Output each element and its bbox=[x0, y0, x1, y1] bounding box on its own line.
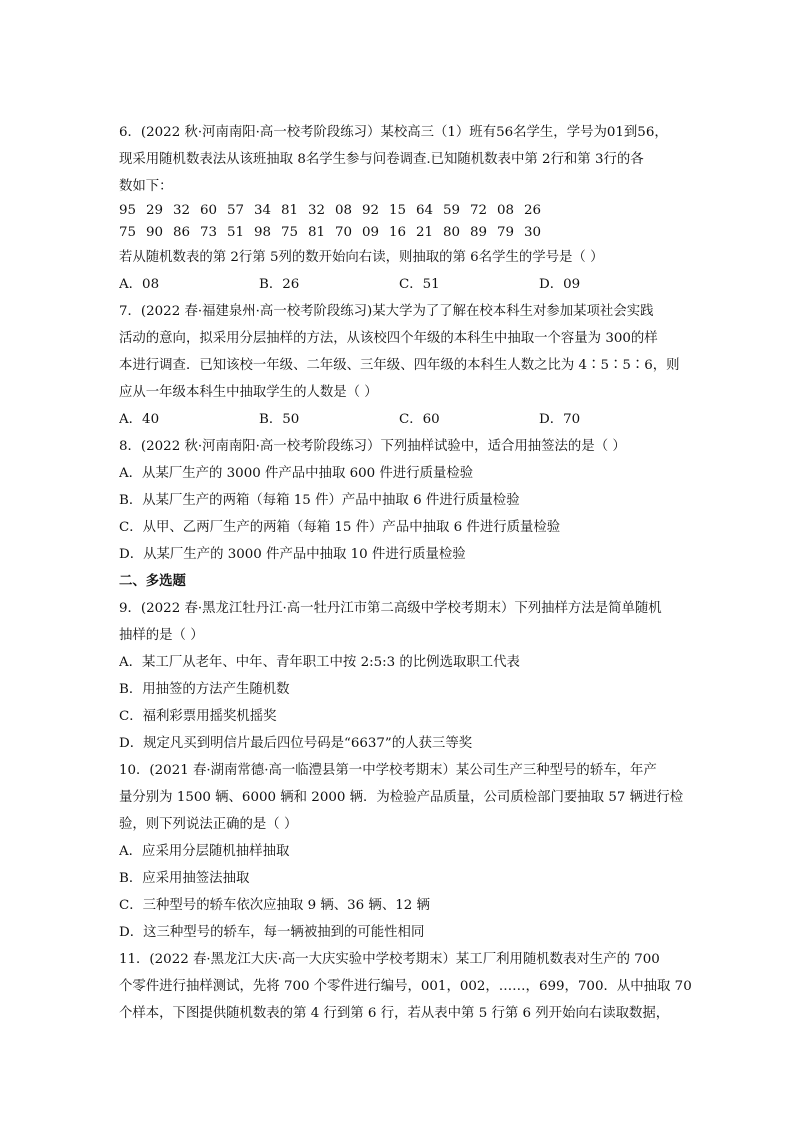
random-number: 32 bbox=[308, 203, 326, 218]
question-9 bbox=[119, 595, 730, 757]
question-11-stem-1: 11．(2022 春·黑龙江大庆·高一大庆实验中学校考期末）某工厂利用随机数表对生产的 700 bbox=[119, 952, 660, 967]
option-b: B．26 bbox=[259, 277, 300, 292]
random-number: 32 bbox=[173, 203, 191, 218]
option-a: A．应采用分层随机抽样抽取 bbox=[119, 844, 290, 859]
option-c: C．从甲、乙两厂生产的两箱（每箱 15 件）产品中抽取 6 件进行质量检验 bbox=[119, 520, 561, 535]
question-10-stem-3: 验，则下列说法正确的是（ ） bbox=[119, 817, 298, 832]
option-d: D．规定凡买到明信片最后四位号码是“6637”的人获三等奖 bbox=[119, 736, 473, 751]
question-11 bbox=[119, 946, 730, 1027]
question-7-options bbox=[119, 406, 730, 433]
random-number: 60 bbox=[200, 203, 218, 218]
option-c: C．51 bbox=[399, 277, 440, 292]
random-number: 29 bbox=[146, 203, 164, 218]
question-8 bbox=[119, 433, 730, 568]
question-6-stem-4: 若从随机数表的第 2行第 5列的数开始向右读，则抽取的第 6名学生的学号是（ ） bbox=[119, 250, 604, 265]
option-d: D．09 bbox=[539, 277, 581, 292]
question-6-stem-1: 6．(2022 秋·河南南阳·高一校考阶段练习）某校高三（1）班有56名学生，学号为01到56， bbox=[119, 125, 668, 140]
section-heading-multiple-choice: 二、多选题 bbox=[119, 573, 186, 589]
question-6-stem-3: 数如下： bbox=[119, 179, 173, 194]
random-number: 95 bbox=[119, 203, 137, 218]
random-number: 57 bbox=[227, 203, 245, 218]
random-number: 86 bbox=[173, 225, 191, 240]
question-8-stem-1: 8．(2022 秋·河南南阳·高一校考阶段练习）下列抽样试验中，适合用抽签法的是（ ） bbox=[119, 439, 626, 454]
random-number: 92 bbox=[362, 203, 380, 218]
option-c: C．60 bbox=[399, 412, 440, 427]
question-10 bbox=[119, 757, 730, 946]
option-b: B．从某厂生产的两箱（每箱 15 件）产品中抽取 6 件进行质量检验 bbox=[119, 493, 520, 508]
random-number: 79 bbox=[497, 225, 515, 240]
random-number: 15 bbox=[389, 203, 407, 218]
option-d: D．这三种型号的轿车，每一辆被抽到的可能性相同 bbox=[119, 925, 425, 940]
question-9-stem-2: 抽样的是（ ） bbox=[119, 628, 204, 643]
question-11-stem-3: 个样本，下图提供随机数表的第 4 行到第 6 行，若从表中第 5 行第 6 列开始向右读取数据， bbox=[119, 1006, 670, 1021]
random-table-row-2 bbox=[119, 200, 730, 222]
random-number: 08 bbox=[335, 203, 353, 218]
random-number: 75 bbox=[119, 225, 137, 240]
random-number: 26 bbox=[524, 203, 542, 218]
question-7 bbox=[119, 298, 730, 433]
random-number: 70 bbox=[335, 225, 353, 240]
question-6 bbox=[119, 119, 730, 298]
question-7-stem-1: 7．(2022 春·福建泉州·高一校考阶段练习)某大学为了了解在校本科生对参加某项社会实践 bbox=[119, 304, 654, 319]
question-10-stem-1: 10．(2021 春·湖南常德·高一临澧县第一中学校考期末）某公司生产三种型号的轿车，年产 bbox=[119, 763, 657, 778]
random-number: 75 bbox=[281, 225, 299, 240]
question-10-stem-2: 量分别为 1500 辆、6000 辆和 2000 辆．为检验产品质量，公司质检部门要抽取 57 辆进行检 bbox=[119, 790, 684, 805]
question-7-stem-3: 本进行调查．已知该校一年级、二年级、三年级、四年级的本科生人数之比为 4∶5∶5∶6，则 bbox=[119, 358, 680, 373]
random-number: 34 bbox=[254, 203, 272, 218]
random-number: 59 bbox=[443, 203, 461, 218]
option-a: A．08 bbox=[119, 277, 160, 292]
option-d: D．从某厂生产的 3000 件产品中抽取 10 件进行质量检验 bbox=[119, 547, 466, 562]
random-number: 90 bbox=[146, 225, 164, 240]
random-number: 72 bbox=[470, 203, 488, 218]
option-a: A．某工厂从老年、中年、青年职工中按 2:5:3 的比例选取职工代表 bbox=[119, 655, 520, 670]
random-number: 16 bbox=[389, 225, 407, 240]
random-number: 80 bbox=[443, 225, 461, 240]
random-number: 30 bbox=[524, 225, 542, 240]
question-6-options bbox=[119, 271, 730, 298]
option-a: A．40 bbox=[119, 412, 160, 427]
option-b: B．50 bbox=[259, 412, 300, 427]
question-9-stem-1: 9．(2022 春·黑龙江牡丹江·高一牡丹江市第二高级中学校考期末）下列抽样方法是简单随机 bbox=[119, 601, 662, 616]
random-table-row-3 bbox=[119, 222, 730, 244]
question-11-stem-2: 个零件进行抽样测试，先将 700 个零件进行编号，001，002，……，699，700．从中抽取 70 bbox=[119, 979, 692, 994]
option-a: A．从某厂生产的 3000 件产品中抽取 600 件进行质量检验 bbox=[119, 466, 474, 481]
option-b: B．用抽签的方法产生随机数 bbox=[119, 682, 290, 697]
random-number: 81 bbox=[281, 203, 299, 218]
option-c: C．福利彩票用摇奖机摇奖 bbox=[119, 709, 277, 724]
random-number: 89 bbox=[470, 225, 488, 240]
option-c: C．三种型号的轿车依次应抽取 9 辆、36 辆、12 辆 bbox=[119, 898, 430, 913]
random-number: 73 bbox=[200, 225, 218, 240]
random-number: 81 bbox=[308, 225, 326, 240]
random-number: 21 bbox=[416, 225, 434, 240]
option-b: B．应采用抽签法抽取 bbox=[119, 871, 250, 886]
random-number: 51 bbox=[227, 225, 245, 240]
question-6-stem-2: 现采用随机数表法从该班抽取 8名学生参与问卷调查.已知随机数表中第 2行和第 3行的各 bbox=[119, 152, 644, 167]
random-number: 08 bbox=[497, 203, 515, 218]
question-7-stem-2: 活动的意向，拟采用分层抽样的方法，从该校四个年级的本科生中抽取一个容量为 300的样 bbox=[119, 331, 658, 346]
question-7-stem-4: 应从一年级本科生中抽取学生的人数是（ ） bbox=[119, 385, 378, 400]
option-d: D．70 bbox=[539, 412, 581, 427]
random-number: 98 bbox=[254, 225, 272, 240]
random-number: 64 bbox=[416, 203, 434, 218]
random-number: 09 bbox=[362, 225, 380, 240]
